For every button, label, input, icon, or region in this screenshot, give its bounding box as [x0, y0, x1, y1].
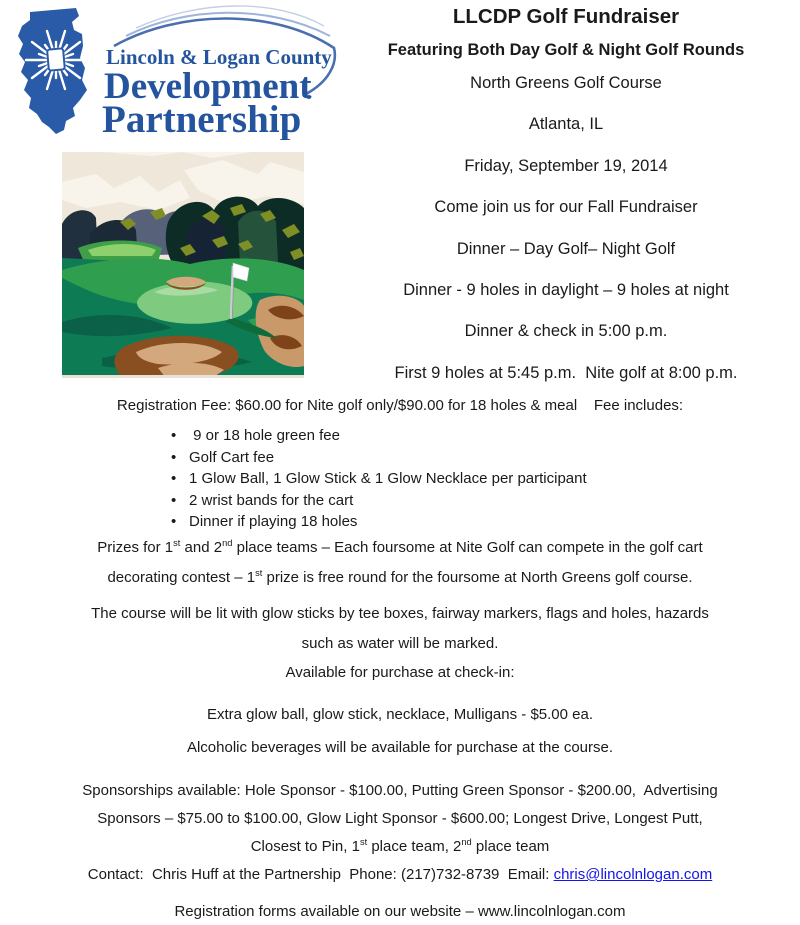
ordinal-superscript: nd: [222, 538, 233, 548]
text-line: [0, 563, 800, 593]
registration-fee-line: Registration Fee: $60.00 for Nite golf only/$90.00 for 18 holes & meal Fee includes:: [116, 397, 684, 414]
prizes-paragraph: [0, 533, 800, 593]
purchase-heading: Available for purchase at check-in:: [285, 664, 515, 681]
logo-text-county: Lincoln & Logan County: [106, 45, 332, 69]
ordinal-superscript: st: [359, 837, 368, 847]
county-shape-icon: [47, 48, 65, 70]
text-line: • 1 Glow Ball, 1 Glow Stick & 1 Glow Necklace per participant: [170, 468, 730, 490]
text-line: • 9 or 18 hole green fee: [170, 425, 730, 447]
event-details-lines: [336, 63, 796, 394]
text-segment: and 2: [180, 539, 223, 556]
text-line: Sponsors – $75.00 to $100.00, Glow Light Sponsor - $600.00; Longest Drive, Longest Putt,: [97, 810, 703, 827]
text-segment: Contact: Chris Huff at the Partnership Phone: (217)732-8739 Email:: [87, 866, 554, 883]
text-line: First 9 holes at 5:45 p.m. Nite golf at 8:00 p.m.: [394, 363, 738, 382]
text-segment: prize is free round for the foursome at North Greens golf course.: [262, 569, 693, 586]
text-line: • 2 wrist bands for the cart: [170, 490, 730, 512]
text-segment: Prizes for 1: [97, 539, 174, 556]
text-line: [0, 833, 800, 861]
fee-includes-list: [170, 425, 730, 533]
logo-text-development: Development: [104, 66, 312, 107]
flyer-title: LLCDP Golf Fundraiser: [452, 5, 680, 28]
purchase-extras-line: Extra glow ball, glow stick, necklace, Mulligans - $5.00 ea.: [206, 706, 593, 723]
llcdp-logo: [6, 2, 342, 140]
email-link[interactable]: chris@lincolnlogan.com: [553, 866, 713, 883]
illinois-state-icon: [18, 8, 87, 134]
website-line: Registration forms available on our website – www.lincolnlogan.com: [174, 903, 626, 920]
text-line: Sponsorships available: Hole Sponsor - $100.00, Putting Green Sponsor - $200.00, Advertising: [82, 782, 718, 799]
text-segment: Closest to Pin, 1: [250, 838, 360, 855]
ordinal-superscript: st: [255, 568, 263, 578]
text-line: • Golf Cart fee: [170, 447, 730, 469]
text-segment: decorating contest – 1: [107, 569, 256, 586]
flyer-subtitle: Featuring Both Day Golf & Night Golf Rounds: [387, 41, 745, 59]
text-segment: place teams – Each foursome at Nite Golf can compete in the golf cart: [232, 539, 703, 556]
event-header: [336, 4, 796, 394]
logo-text-partnership: Partnership: [102, 98, 302, 140]
course-lighting-paragraph: [0, 599, 800, 659]
contact-line: [0, 866, 800, 884]
text-line: Dinner & check in 5:00 p.m.: [464, 322, 668, 341]
ordinal-superscript: nd: [461, 837, 472, 847]
text-line: Dinner – Day Golf– Night Golf: [456, 239, 676, 258]
text-segment: place team: [471, 838, 550, 855]
alcohol-line: Alcoholic beverages will be available for purchase at the course.: [186, 739, 614, 756]
text-line: Come join us for our Fall Fundraiser: [434, 198, 698, 217]
text-line: Dinner - 9 holes in daylight – 9 holes at night: [403, 281, 729, 300]
ordinal-superscript: st: [173, 538, 181, 548]
text-line: The course will be lit with glow sticks by tee boxes, fairway markers, flags and holes, hazards: [91, 605, 709, 622]
sponsorships-paragraph: [0, 777, 800, 861]
text-segment: place team, 2: [367, 838, 462, 855]
text-line: [0, 533, 800, 563]
text-line: • Dinner if playing 18 holes: [170, 511, 730, 533]
text-line: Atlanta, IL: [528, 115, 604, 134]
text-line: Friday, September 19, 2014: [464, 156, 668, 175]
text-line: North Greens Golf Course: [470, 74, 662, 92]
text-line: such as water will be marked.: [301, 635, 499, 652]
golf-course-illustration: [62, 152, 304, 378]
